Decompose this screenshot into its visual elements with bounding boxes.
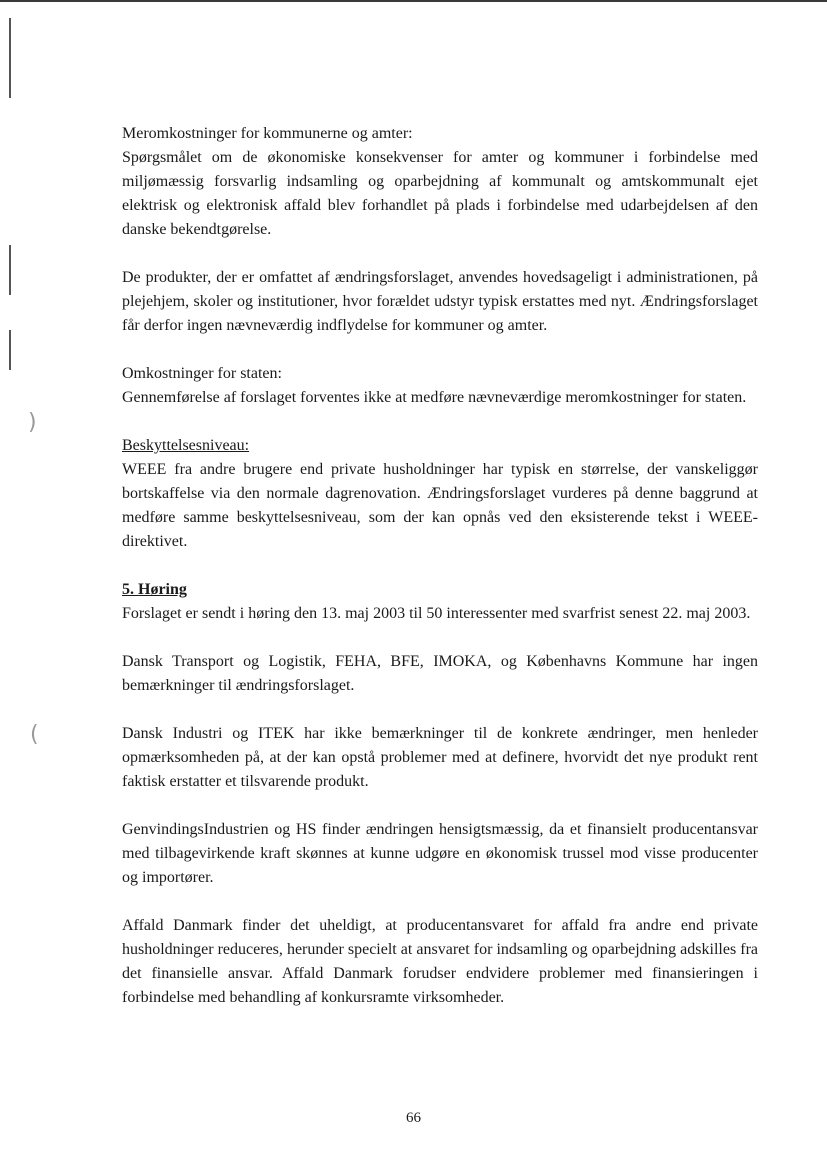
paragraph-horing [122, 578, 758, 626]
text-staten: Gennemførelse af forslaget forventes ikke at medføre nævneværdige meromkostninger for staten. [122, 389, 747, 406]
heading-beskyttelse: Beskyttelsesniveau: [122, 437, 250, 454]
section-heading-horing: 5. Høring [122, 581, 187, 598]
punch-hole-mark: ( [30, 722, 39, 747]
paragraph-industri [122, 722, 758, 794]
text-transport: Dansk Transport og Logistik, FEHA, BFE, IMOKA, og Københavns Kommune har ingen bemærkninger til ændringsforslaget. [122, 653, 758, 694]
document-page [122, 122, 758, 1034]
paragraph-produkter [122, 266, 758, 338]
paragraph-staten [122, 362, 758, 410]
scan-margin-line [9, 18, 11, 98]
text-horing: Forslaget er sendt i høring den 13. maj 2003 til 50 interessenter med svarfrist senest 22. maj 2003. [122, 605, 751, 622]
text-affald: Affald Danmark finder det uheldigt, at producentansvaret for affald fra andre end private husholdninger reduceres, herunder specielt at ansvaret for indsamling og oparbejdning adskilles fra det finansielle ansvar. Affald Danmark forudser endvidere problemer med finansieringen i forbindelse med behandling af konkursramte virksomheder. [122, 917, 758, 1006]
text-industri: Dansk Industri og ITEK har ikke bemærkninger til de konkrete ændringer, men henleder opmærksomheden på, at der kan opstå problemer med at definere, hvorvidt det nye produkt rent faktisk erstatter et tilsvarende produkt. [122, 725, 758, 790]
paragraph-beskyttelse [122, 434, 758, 554]
heading-meromkostninger: Meromkostninger for kommunerne og amter: [122, 125, 413, 142]
heading-staten: Omkostninger for staten: [122, 365, 282, 382]
paragraph-genvinding [122, 818, 758, 890]
paragraph-affald [122, 914, 758, 1010]
text-produkter: De produkter, der er omfattet af ændringsforslaget, anvendes hovedsageligt i administrationen, på plejehjem, skoler og institutioner, hvor forældet udstyr typisk erstattes med nyt. Ændringsforslaget får derfor ingen nævneværdig indflydelse for kommuner og amter. [122, 269, 758, 334]
text-genvinding: GenvindingsIndustrien og HS finder ændringen hensigtsmæssig, da et finansielt producentansvar med tilbagevirkende kraft skønnes at kunne udgøre en økonomisk trussel mod visse producenter og importører. [122, 821, 758, 886]
page-number: 66 [406, 1110, 421, 1126]
scan-margin-line [9, 245, 11, 295]
paragraph-transport [122, 650, 758, 698]
punch-hole-mark: ) [28, 410, 37, 435]
scan-margin-line [9, 330, 11, 370]
text-beskyttelse: WEEE fra andre brugere end private husholdninger har typisk en størrelse, der vanskeliggør bortskaffelse via den normale dagrenovation. Ændringsforslaget vurderes på denne baggrund at medføre samme beskyttelsesniveau, som der kan opnås ved den eksisterende tekst i WEEE-direktivet. [122, 461, 758, 550]
text-meromkostninger: Spørgsmålet om de økonomiske konsekvenser for amter og kommuner i forbindelse med miljømæssig forsvarlig indsamling og oparbejdning af kommunalt og amtskommunalt ejet elektrisk og elektronisk affald blev forhandlet på plads i forbindelse med udarbejdelsen af den danske bekendtgørelse. [122, 149, 758, 238]
paragraph-meromkostninger [122, 122, 758, 242]
scan-top-rule [0, 0, 827, 2]
